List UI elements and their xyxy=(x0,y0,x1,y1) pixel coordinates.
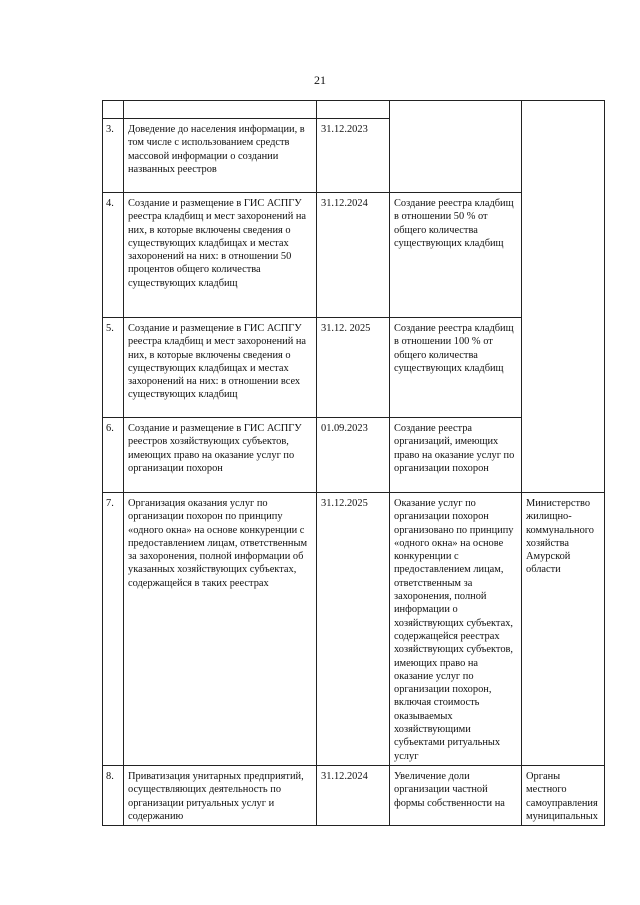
empty-cell xyxy=(390,101,522,119)
task-cell: Организация оказания услуг по организации похорон по принципу «одного окна» на основе конкуренции с предоставлением лицам, ответственным за захоронения, полной информации об указанных хозяйствующих субъектах, содержащейся в таких реестрах xyxy=(124,493,317,766)
deadline-cell: 31.12.2023 xyxy=(317,119,390,193)
empty-cell xyxy=(124,101,317,119)
deadline-cell: 01.09.2023 xyxy=(317,418,390,493)
deadline-cell: 31.12.2025 xyxy=(317,493,390,766)
row-number: 8. xyxy=(103,765,124,825)
task-cell: Доведение до населения информации, в том числе с использованием средств массовой информации о создании названных реестров xyxy=(124,119,317,193)
responsible-cell: Органы местного самоуправления муниципальных xyxy=(522,765,605,825)
task-cell: Приватизация унитарных предприятий, осуществляющих деятельность по организации ритуальных услуг и содержанию xyxy=(124,765,317,825)
responsible-cell xyxy=(522,418,605,493)
table-row xyxy=(103,193,605,318)
row-number: 7. xyxy=(103,493,124,766)
result-cell: Создание реестра кладбищ в отношении 100 % от общего количества существующих кладбищ xyxy=(390,318,522,418)
empty-cell xyxy=(103,101,124,119)
result-cell xyxy=(390,119,522,193)
deadline-cell: 31.12.2024 xyxy=(317,765,390,825)
table-row xyxy=(103,318,605,418)
deadline-cell: 31.12.2024 xyxy=(317,193,390,318)
task-cell: Создание и размещение в ГИС АСПГУ реестра кладбищ и мест захоронений на них, в которые включены сведения о существующих кладбищах и местах захоронений на них: в отношении 50 процентов общего количества существующих кладбищ xyxy=(124,193,317,318)
row-number: 5. xyxy=(103,318,124,418)
task-cell: Создание и размещение в ГИС АСПГУ реестров хозяйствующих субъектов, имеющих право на оказание услуг по организации похорон xyxy=(124,418,317,493)
table-row xyxy=(103,119,605,193)
responsible-cell xyxy=(522,193,605,318)
table-row xyxy=(103,418,605,493)
empty-cell xyxy=(522,101,605,119)
result-cell: Увеличение доли организации частной формы собственности на xyxy=(390,765,522,825)
deadline-cell: 31.12. 2025 xyxy=(317,318,390,418)
responsible-cell xyxy=(522,119,605,193)
page-number: 21 xyxy=(314,73,326,87)
table-row xyxy=(103,493,605,766)
row-number: 4. xyxy=(103,193,124,318)
row-number: 6. xyxy=(103,418,124,493)
table-row xyxy=(103,765,605,825)
empty-cell xyxy=(317,101,390,119)
table-row-empty xyxy=(103,101,605,119)
result-cell: Создание реестра организаций, имеющих право на оказание услуг по организации похорон xyxy=(390,418,522,493)
measures-table xyxy=(102,100,605,826)
responsible-cell xyxy=(522,318,605,418)
responsible-cell: Министерство жилищно-коммунального хозяйства Амурской области xyxy=(522,493,605,766)
result-cell: Оказание услуг по организации похорон организовано по принципу «одного окна» на основе конкуренции с предоставлением лицам, ответственным за захоронения, полной информации о хозяйствующих субъектах, содержащейся реестрах хозяйствующих субъектов, имеющих право на оказание услуг по организации похорон, включая стоимость оказываемых хозяйствующими субъектами ритуальных услуг xyxy=(390,493,522,766)
result-cell: Создание реестра кладбищ в отношении 50 % от общего количества существующих кладбищ xyxy=(390,193,522,318)
row-number: 3. xyxy=(103,119,124,193)
task-cell: Создание и размещение в ГИС АСПГУ реестра кладбищ и мест захоронений на них, в которые включены сведения о существующих кладбищах и местах захоронений на них: в отношении всех существующих кладбищ xyxy=(124,318,317,418)
